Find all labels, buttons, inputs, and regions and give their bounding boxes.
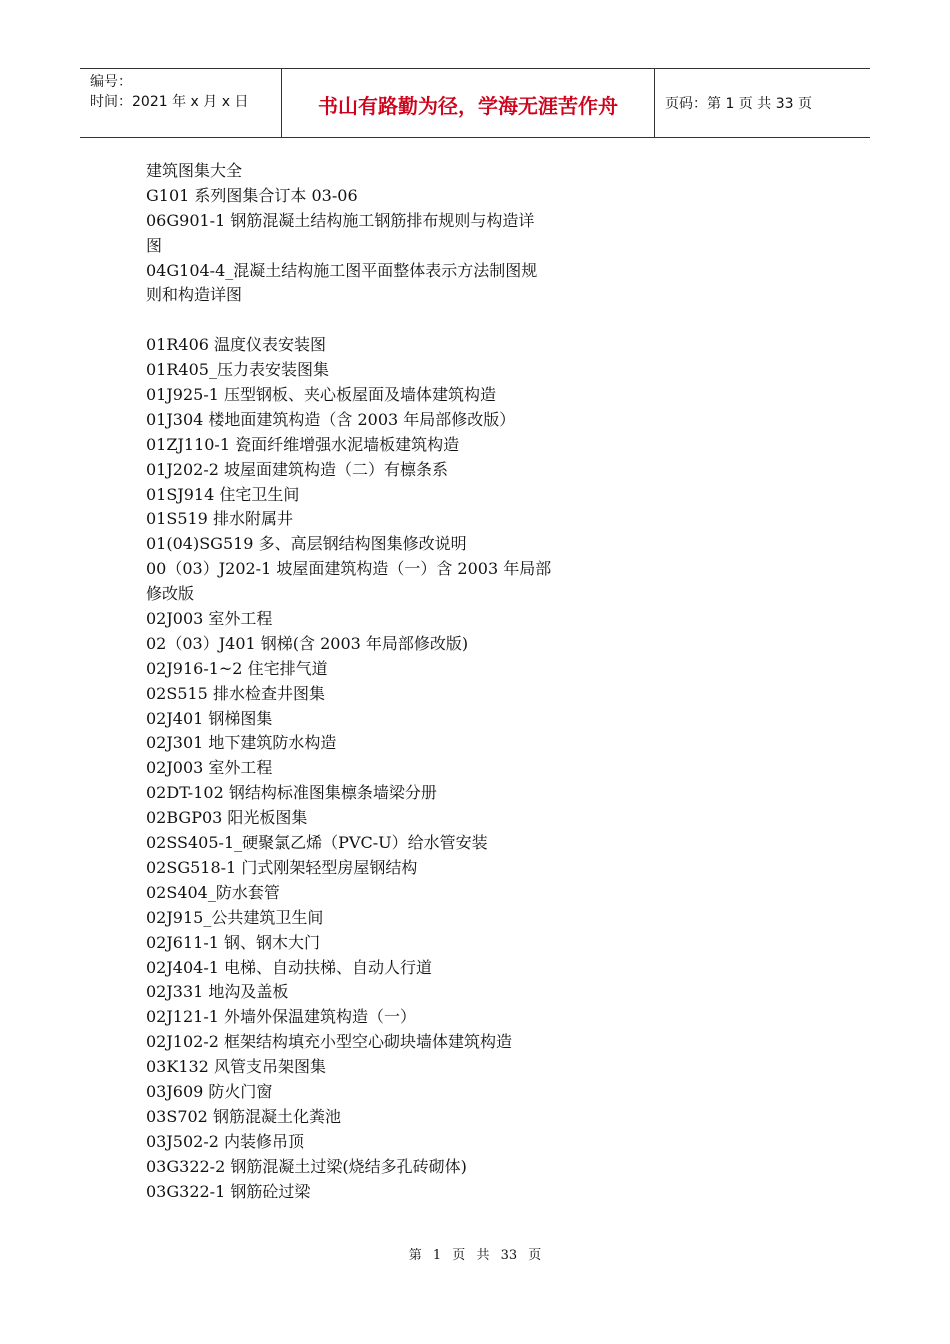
footer-page-number: 1 [432,1248,442,1263]
footer-page-prefix: 第 [408,1248,422,1263]
catalog-line: 02（03）J401 钢梯(含 2003 年局部修改版) [146,633,469,653]
catalog-line: 02J102-2 框架结构填充小型空心砌块墙体建筑构造 [146,1032,512,1052]
catalog-line: 03J502-2 内装修吊顶 [146,1131,304,1151]
catalog-line: 01J304 楼地面建筑构造（含 2003 年局部修改版） [146,409,516,429]
footer-total-suffix: 页 [528,1248,542,1263]
header-motto: 书山有路勤为径，学海无涯苦作舟 [282,69,655,137]
catalog-line: 03S702 钢筋混凝土化粪池 [146,1106,341,1126]
catalog-line: 01J925-1 压型钢板、夹心板屋面及墙体建筑构造 [146,385,496,405]
header-page-info: 页码：第 1 页 共 33 页 [665,96,812,112]
catalog-line: 02J401 钢梯图集 [146,708,273,728]
footer-total-pages: 33 [500,1248,518,1263]
document-body [146,159,616,1204]
catalog-line: 02J331 地沟及盖板 [146,982,289,1002]
catalog-line: 01ZJ110-1 瓷面纤维增强水泥墙板建筑构造 [146,434,460,454]
catalog-line: 06G901-1 钢筋混凝土结构施工钢筋排布规则与构造详 [146,210,535,230]
catalog-line: 00（03）J202-1 坡屋面建筑构造（一）含 2003 年局部 [146,559,552,579]
catalog-line: 02DT-102 钢结构标准图集檩条墙梁分册 [146,783,437,803]
document-title: 建筑图集大全 [146,161,243,180]
catalog-line: 02J915_公共建筑卫生间 [146,907,324,927]
catalog-line: 01SJ914 住宅卫生间 [146,484,300,504]
date-label: 时间：2021 年 x 月 x 日 [90,94,249,110]
catalog-line: 01R405_压力表安装图集 [146,360,329,380]
page-footer [0,1244,950,1263]
footer-total-prefix: 共 [476,1248,490,1263]
footer-page-suffix: 页 [452,1248,466,1263]
catalog-line: 01(04)SG519 多、高层钢结构图集修改说明 [146,534,467,554]
catalog-line: 02J301 地下建筑防水构造 [146,733,337,753]
catalog-line: 01S519 排水附属井 [146,509,293,529]
header-meta [80,69,282,137]
page-header [80,68,870,138]
catalog-line: 02BGP03 阳光板图集 [146,808,308,828]
catalog-line: 02J916-1~2 住宅排气道 [146,658,328,678]
catalog-line: 02J121-1 外墙外保温建筑构造（一） [146,1007,416,1027]
catalog-line: 02J611-1 钢、钢木大门 [146,932,320,952]
catalog-line: 02SG518-1 门式刚架轻型房屋钢结构 [146,857,418,877]
catalog-line [146,308,616,333]
catalog-line: 03J609 防火门窗 [146,1081,273,1101]
catalog-line: 02J404-1 电梯、自动扶梯、自动人行道 [146,957,432,977]
catalog-line: 修改版 [146,584,195,604]
serial-label: 编号： [90,74,132,90]
catalog-line: G101 系列图集合订本 03-06 [146,185,358,205]
catalog-line: 图 [146,235,163,255]
catalog-line: 02S404_防水套管 [146,882,280,902]
catalog-line: 03K132 风管支吊架图集 [146,1057,326,1077]
catalog-line: 02J003 室外工程 [146,609,273,629]
catalog-line: 则和构造详图 [146,285,243,305]
catalog-line: 02SS405-1_硬聚氯乙烯（PVC-U）给水管安装 [146,833,488,853]
catalog-line: 02J003 室外工程 [146,758,273,778]
catalog-line: 01R406 温度仪表安装图 [146,335,327,355]
catalog-line: 03G322-2 钢筋混凝土过梁(烧结多孔砖砌体) [146,1156,467,1176]
catalog-line: 01J202-2 坡屋面建筑构造（二）有檩条系 [146,459,448,479]
catalog-line: 03G322-1 钢筋砼过梁 [146,1181,311,1201]
catalog-line: 04G104-4_混凝土结构施工图平面整体表示方法制图规 [146,260,538,280]
catalog-line: 02S515 排水检查井图集 [146,683,325,703]
